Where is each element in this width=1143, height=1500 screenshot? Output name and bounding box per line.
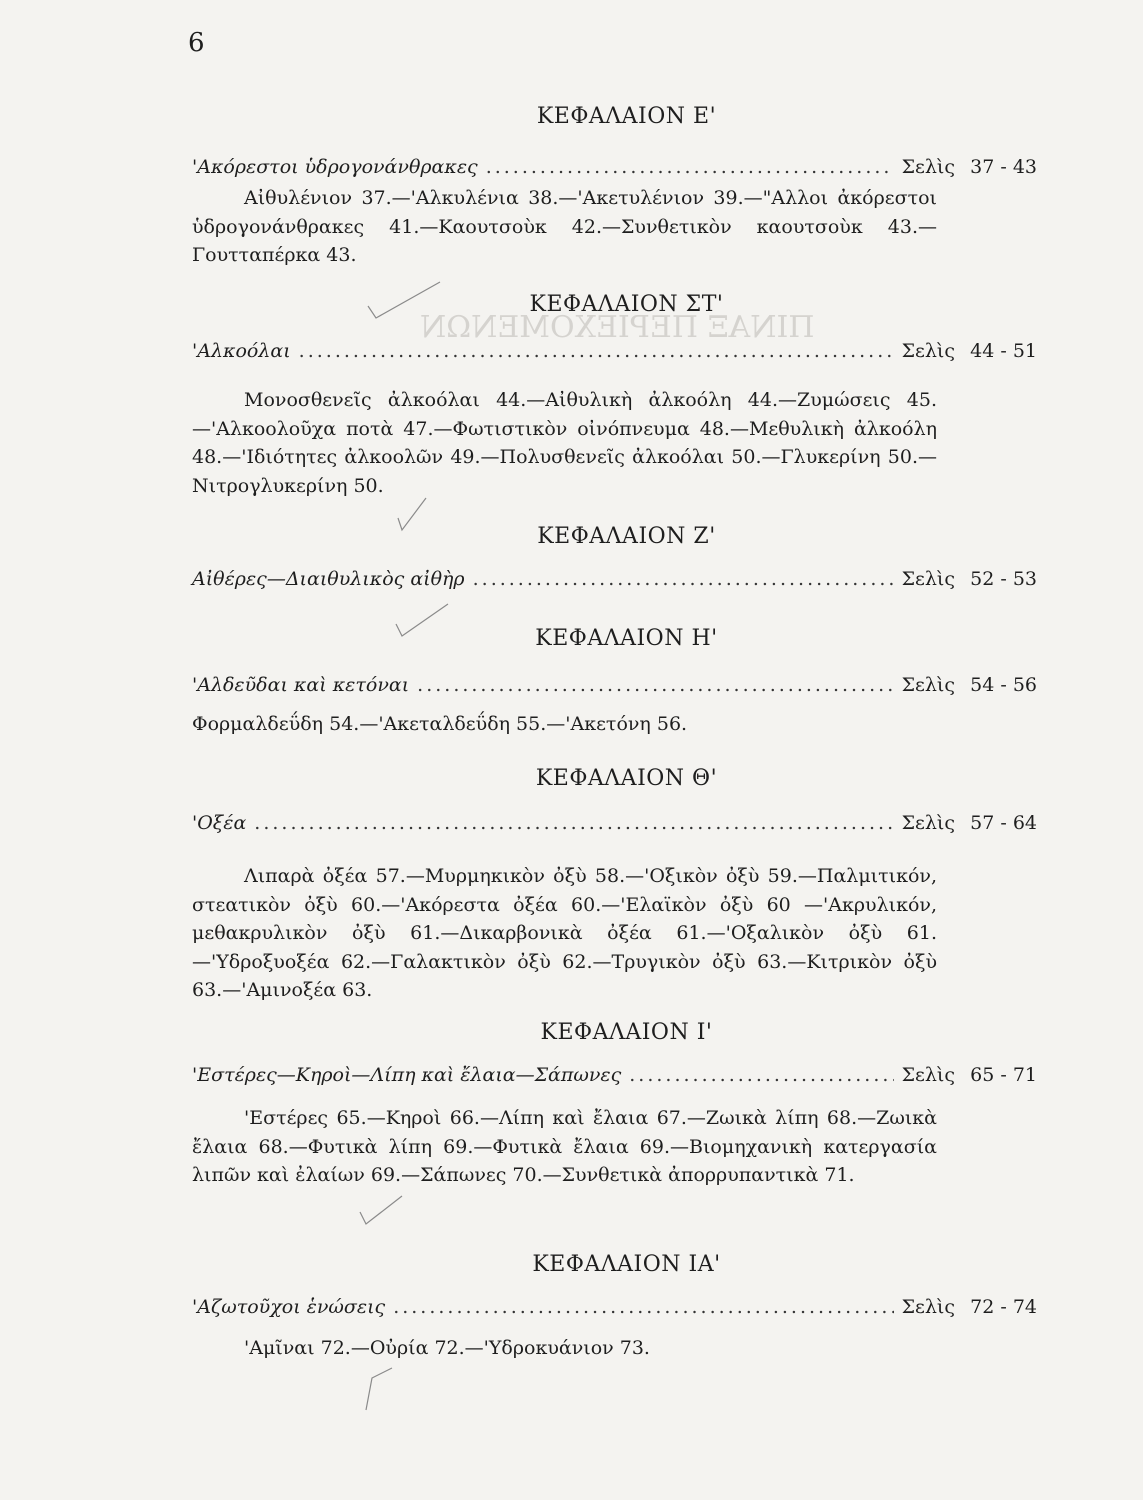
entry-title: 'Οξέα [192, 812, 247, 834]
chapter-heading: ΚΕΦΑΛΑΙΟΝ Ζ' [537, 524, 716, 549]
toc-entry [192, 1064, 1037, 1086]
page-range: 65 - 71 [970, 1064, 1037, 1086]
page-label: Σελὶς [901, 340, 955, 362]
toc-entry [192, 1296, 1037, 1318]
chapter-heading: ΚΕΦΑΛΑΙΟΝ Ι' [540, 1020, 713, 1045]
entry-title: 'Ακόρεστοι ὑδρογονάνθρακες [192, 156, 478, 178]
page-label: Σελὶς [901, 1296, 955, 1318]
dot-leader [473, 568, 894, 590]
entry-description: Λιπαρὰ ὀξέα 57.—Μυρμηκικὸν ὀξὺ 58.—'Οξικὸν ὀξὺ 59.—Παλμιτικόν, στεατικὸν ὀξὺ 60.—'Ακόρεστα ὀξέα 60.—'Ελαϊκὸν ὀξὺ 60 —'Ακρυλικόν, μεθακρυλικὸν ὀξὺ 61.—Δικαρβονικὰ ὀξέα 61.—'Οξαλικὸν ὀξὺ 61.—'Υδροξυοξέα 62.—Γαλακτικὸν ὀξὺ 62.—Τρυγικὸν ὀξὺ 63.—Κιτρικὸν ὀξὺ 63.—'Αμινοξέα 63. [192, 865, 937, 1001]
dot-leader [486, 156, 894, 178]
page-number: 6 [188, 28, 205, 58]
chapter-heading: ΚΕΦΑΛΑΙΟΝ Θ' [535, 766, 718, 791]
chapter-heading: ΚΕΦΑΛΑΙΟΝ Η' [535, 626, 718, 651]
entry-description: Μονοσθενεῖς ἀλκοόλαι 44.—Αἰθυλικὴ ἀλκοόλη 44.—Ζυμώσεις 45.—'Αλκοολοῦχα ποτὰ 47.—Φωτιστικὸν οἰνόπνευμα 48.—Μεθυλικὴ ἀλκοόλη 48.—'Ιδιότητες ἀλκοολῶν 49.—Πολυσθενεῖς ἀλκοόλαι 50.—Γλυκερίνη 50.—Νιτρογλυκερίνη 50. [192, 389, 937, 497]
entry-title: 'Αλκοόλαι [192, 340, 291, 362]
entry-title: 'Εστέρες—Κηροὶ—Λίπη καὶ ἔλαια—Σάπωνες [192, 1064, 622, 1086]
page-label: Σελὶς [901, 674, 955, 696]
chapter-heading: ΚΕΦΑΛΑΙΟΝ Ε' [536, 104, 717, 129]
page-label: Σελὶς [901, 156, 955, 178]
page-label: Σελὶς [901, 1064, 955, 1086]
page-range: 37 - 43 [970, 156, 1037, 178]
page-range: 52 - 53 [970, 568, 1037, 590]
toc-entry [192, 674, 1037, 696]
dot-leader [393, 1296, 893, 1318]
entry-description: 'Αμῖναι 72.—Οὐρία 72.—'Υδροκυάνιον 73. [244, 1337, 650, 1359]
page-range: 72 - 74 [970, 1296, 1037, 1318]
dot-leader [299, 340, 894, 362]
page-label: Σελὶς [901, 568, 955, 590]
chapter-heading: ΚΕΦΑΛΑΙΟΝ ΣΤ' [529, 292, 724, 317]
toc-entry [192, 340, 1037, 362]
dot-leader [254, 812, 893, 834]
toc-entry [192, 812, 1037, 834]
page-range: 57 - 64 [970, 812, 1037, 834]
entry-title: 'Αλδεῦδαι καὶ κετόναι [192, 674, 410, 696]
entry-description: 'Εστέρες 65.—Κηροὶ 66.—Λίπη καὶ ἔλαια 67.—Ζωικὰ λίπη 68.—Ζωικὰ ἔλαια 68.—Φυτικὰ λίπη 69.—Φυτικὰ ἔλαια 69.—Βιομηχανικὴ κατεργασία λιπῶν καὶ ἐλαίων 69.—Σάπωνες 70.—Συνθετικὰ ἀπορρυπαντικὰ 71. [192, 1107, 937, 1186]
toc-entry [192, 568, 1037, 590]
dot-leader [417, 674, 893, 696]
dot-leader [629, 1064, 893, 1086]
entry-description: Αἰθυλένιον 37.—'Αλκυλένια 38.—'Ακετυλένιον 39.—"Αλλοι ἀκόρεστοι ὑδρογονάνθρακες 41.—Καουτσοὺκ 42.—Συνθετικὸν καουτσοὺκ 43.—Γουτταπέρκα 43. [192, 187, 937, 266]
entry-description: Φορμαλδεΰδη 54.—'Ακεταλδεΰδη 55.—'Ακετόνη 56. [192, 713, 688, 735]
page-range: 54 - 56 [970, 674, 1037, 696]
page-range: 44 - 51 [970, 340, 1037, 362]
entry-title: Αἰθέρες—Διαιθυλικὸς αἰθὴρ [192, 568, 465, 590]
bleed-through-text: ΠΙΝΑΞ ΠΕΡΙΕΧΟΜΕΝΩΝ [420, 310, 815, 345]
toc-entry [192, 156, 1037, 178]
chapter-heading: ΚΕΦΑΛΑΙΟΝ ΙΑ' [532, 1252, 721, 1277]
entry-title: 'Αζωτοῦχοι ἑνώσεις [192, 1296, 386, 1318]
page-label: Σελὶς [901, 812, 955, 834]
